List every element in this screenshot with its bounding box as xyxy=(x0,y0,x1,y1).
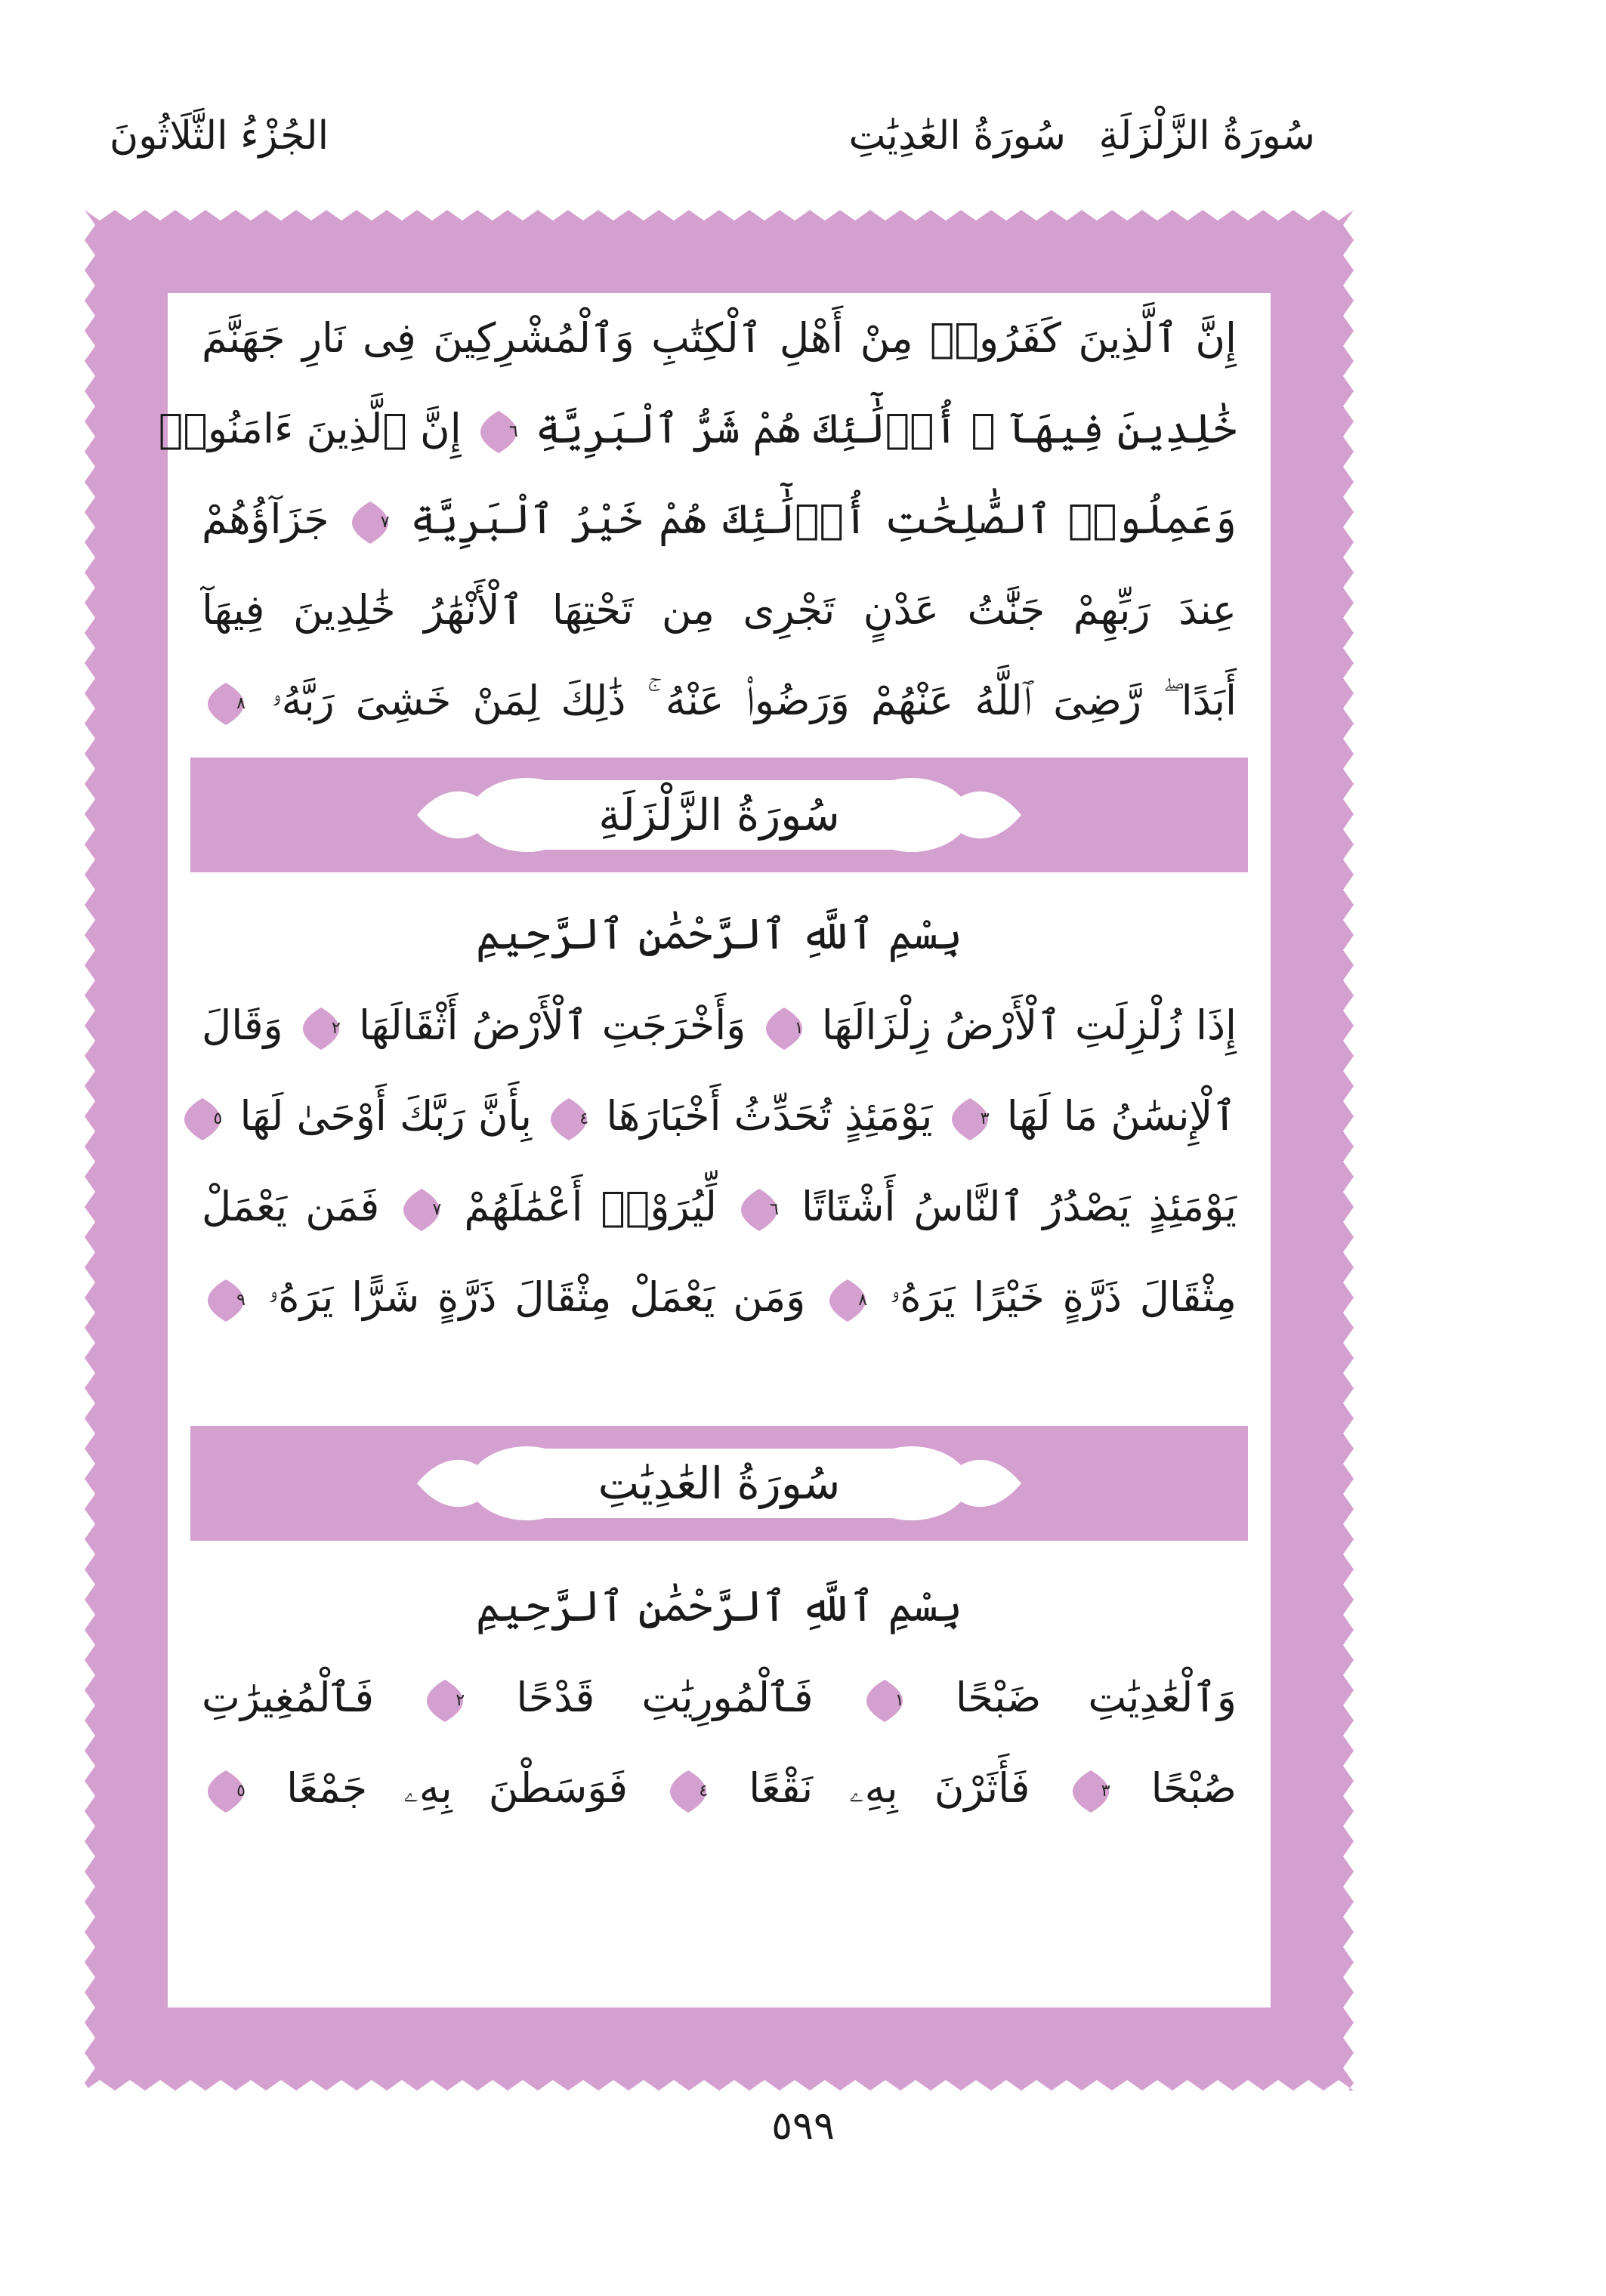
ayah-marker: ٣ xyxy=(1071,1769,1110,1814)
ayah-marker: ٩ xyxy=(206,1278,246,1323)
ayah-marker: ١ xyxy=(865,1678,904,1724)
surah-title: سُورَةُ الزَّلْزَلَةِ xyxy=(598,789,840,841)
header-surah-middle: سُورَةُ العَٰدِيَٰتِ xyxy=(848,113,1066,159)
page-frame xyxy=(85,210,1354,2091)
verse-text: مِثْقَالَ ذَرَّةٍ خَيْرًا يَرَهُۥ xyxy=(889,1273,1237,1321)
ayah-marker: ٧ xyxy=(402,1187,441,1233)
verse-text: وَٱلْعَٰدِيَٰتِ ضَبْحًا xyxy=(955,1674,1237,1721)
ayah-marker: ٨ xyxy=(828,1278,867,1323)
surah-banner-zalzalah xyxy=(190,758,1248,872)
verse-text: خَٰلِدِينَ فِيهَآ ۚ أُو۟لَٰٓئِكَ هُمْ شَرُّ ٱلْبَرِيَّةِ xyxy=(536,405,1237,452)
verse-text: أَبَدًا ۖ رَّضِىَ ٱللَّهُ عَنْهُمْ وَرَضُوا۟ عَنْهُ ۚ ذَٰلِكَ لِمَنْ خَشِىَ رَبَّهُۥ xyxy=(271,677,1237,724)
ayah-marker: ٢ xyxy=(301,1006,341,1051)
verse-text: يَوْمَئِذٍ تُحَدِّثُ أَخْبَارَهَا xyxy=(606,1092,933,1140)
header-surah-right: سُورَةُ الزَّلْزَلَةِ xyxy=(1098,113,1315,159)
verse-line-1 xyxy=(202,293,1237,384)
ayah-marker: ٤ xyxy=(669,1769,708,1814)
surah-banner-adiyat xyxy=(190,1426,1248,1541)
ayah-marker: ٥ xyxy=(206,1769,246,1814)
verse-text: فَٱلْمُغِيرَٰتِ xyxy=(202,1674,375,1721)
verse-line-a1 xyxy=(202,1653,1237,1743)
ayah-marker: ٢ xyxy=(425,1678,465,1724)
verse-text: جَزَآؤُهُمْ xyxy=(202,495,329,543)
verse-text: وَعَمِلُوا۟ ٱلصَّٰلِحَٰتِ أُو۟لَٰٓئِكَ هُمْ خَيْرُ ٱلْبَرِيَّةِ xyxy=(410,495,1237,543)
basmala: بِسْمِ ٱللَّهِ ٱلرَّحْمَٰنِ ٱلرَّحِيمِ xyxy=(475,1582,963,1631)
ayah-marker: ٨ xyxy=(206,681,246,727)
verse-text: وَمَن يَعْمَلْ مِثْقَالَ ذَرَّةٍ شَرًّا يَرَهُۥ xyxy=(267,1273,806,1321)
ayah-marker: ٤ xyxy=(549,1097,588,1142)
page-number: ٥٩٩ xyxy=(771,2103,835,2149)
verse-text: فَمَن يَعْمَلْ xyxy=(202,1183,380,1230)
verse-text: لِّيُرَوْا۟ أَعْمَٰلَهُمْ xyxy=(464,1183,717,1230)
verse-text: إِنَّ ٱلَّذِينَ كَفَرُوا۟ مِنْ أَهْلِ ٱلْكِتَٰبِ وَٱلْمُشْرِكِينَ فِى نَارِ جَهَنَّمَ xyxy=(202,314,1237,362)
verse-line-5 xyxy=(202,656,1237,746)
verse-line-z2 xyxy=(202,1071,1237,1162)
basmala: بِسْمِ ٱللَّهِ ٱلرَّحْمَٰنِ ٱلرَّحِيمِ xyxy=(475,910,963,959)
verse-line-z4 xyxy=(202,1252,1237,1343)
verse-text: عِندَ رَبِّهِمْ جَنَّٰتُ عَدْنٍ تَجْرِى مِن تَحْتِهَا ٱلْأَنْهَٰرُ خَٰلِدِينَ فِيهَآ xyxy=(202,586,1237,634)
surah-title: سُورَةُ العَٰدِيَٰتِ xyxy=(598,1458,841,1509)
verse-text: فَوَسَطْنَ بِهِۦ جَمْعًا xyxy=(286,1764,629,1812)
verse-text: يَوْمَئِذٍ يَصْدُرُ ٱلنَّاسُ أَشْتَاتًا xyxy=(801,1183,1237,1230)
verse-text: فَٱلْمُورِيَٰتِ قَدْحًا xyxy=(516,1674,814,1721)
ayah-marker: ٣ xyxy=(950,1097,990,1142)
verse-line-a2 xyxy=(202,1743,1237,1834)
ayah-marker: ٧ xyxy=(351,500,390,545)
verse-text: فَأَثَرْنَ بِهِۦ نَقْعًا xyxy=(749,1764,1030,1812)
header-juz: الجُزْءُ الثَّلَاثُونَ xyxy=(110,113,329,159)
verse-text: وَقَالَ xyxy=(202,1001,283,1049)
verse-line-2 xyxy=(159,384,1237,474)
ayah-marker: ٥ xyxy=(183,1097,222,1142)
verse-text: صُبْحًا xyxy=(1150,1764,1237,1812)
verse-text: وَأَخْرَجَتِ ٱلْأَرْضُ أَثْقَالَهَا xyxy=(358,1001,746,1049)
verse-text: إِذَا زُلْزِلَتِ ٱلْأَرْضُ زِلْزَالَهَا xyxy=(821,1001,1237,1049)
verse-text: بِأَنَّ رَبَّكَ أَوْحَىٰ لَهَا xyxy=(239,1092,533,1140)
running-header xyxy=(0,113,1606,181)
verse-line-z1 xyxy=(202,980,1237,1071)
ayah-marker: ٦ xyxy=(479,409,518,455)
ayah-marker: ١ xyxy=(764,1006,804,1051)
verse-line-z3 xyxy=(202,1162,1237,1252)
verse-text: إِنَّ ٱلَّذِينَ ءَامَنُوا۟ xyxy=(159,405,462,452)
verse-line-3 xyxy=(202,474,1237,565)
text-area xyxy=(159,293,1271,2007)
verse-text: ٱلْإِنسَٰنُ مَا لَهَا xyxy=(1006,1092,1237,1140)
ayah-marker: ٦ xyxy=(740,1187,779,1233)
verse-line-4 xyxy=(202,565,1237,656)
